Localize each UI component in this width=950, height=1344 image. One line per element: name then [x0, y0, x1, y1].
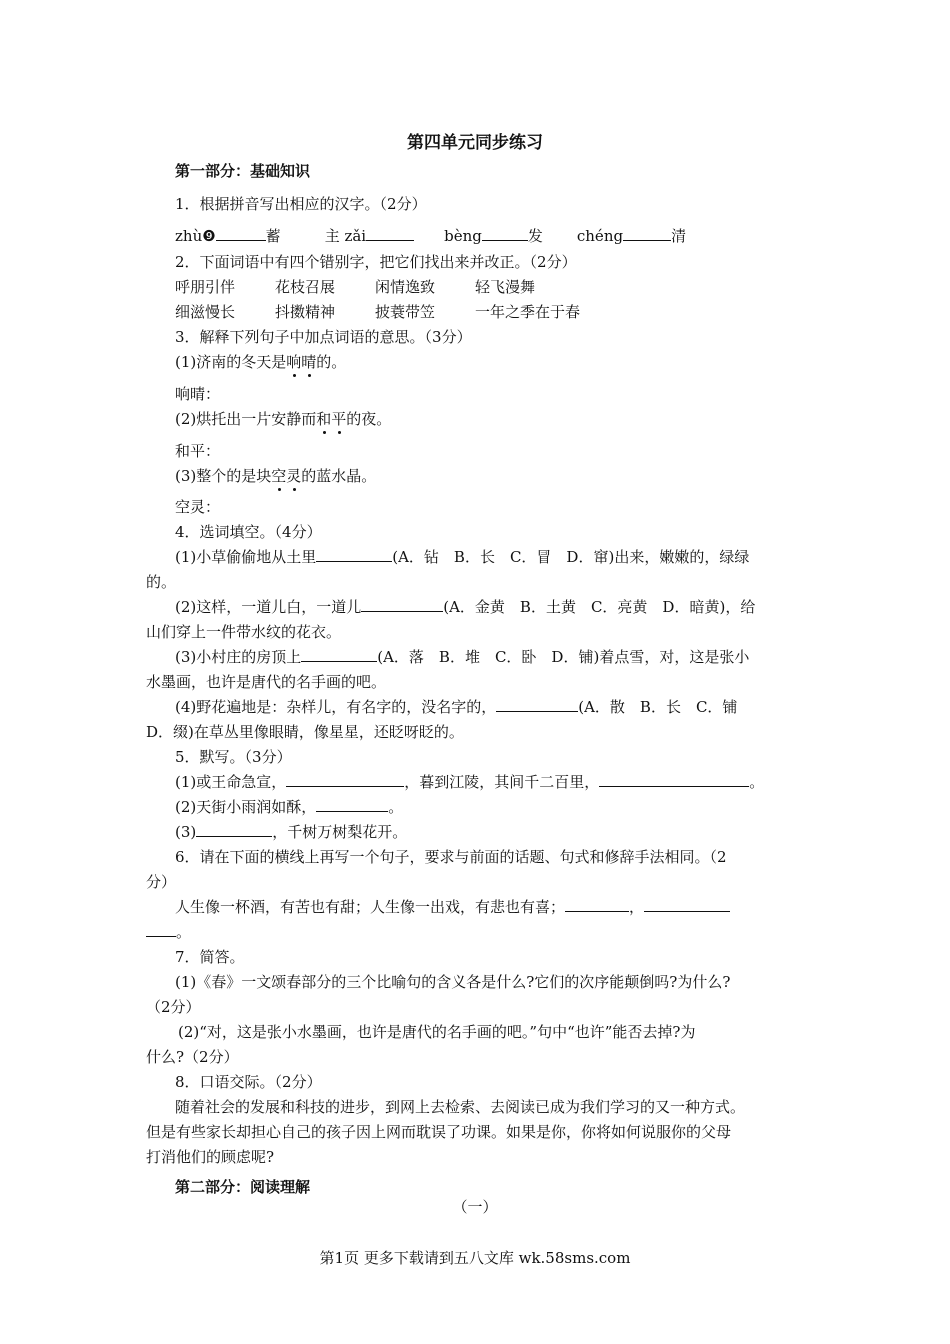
word: 闲情逸致: [375, 278, 436, 296]
answer-blank[interactable]: [644, 897, 730, 912]
answer-blank[interactable]: [366, 226, 414, 241]
question-7-sub-2: (2)“对，这是张小水墨画，也许是唐代的名手画的吧。”句中“也许”能否去掉?为: [178, 1023, 696, 1041]
word: 一年之季在于春: [475, 303, 581, 321]
question-1-items: [175, 226, 686, 246]
question-6-stem-cont: 分）: [146, 873, 177, 891]
section-heading-part2: 第二部分：阅读理解: [175, 1178, 311, 1196]
question-4-stem: 4．选词填空。（4分）: [175, 523, 322, 541]
word: 披蓑带笠: [375, 303, 436, 321]
question-5-line-1: (1)或王命急宣， ，暮到江陵，其间千二百里， 。: [175, 773, 765, 791]
answer-blank[interactable]: [196, 822, 272, 837]
dotted-char: 平: [331, 410, 347, 428]
answer-blank[interactable]: [482, 226, 528, 241]
word: 轻飞漫舞: [475, 278, 536, 296]
word: 细滋慢长: [175, 303, 236, 321]
answer-blank[interactable]: [301, 647, 377, 662]
question-7-stem: 7．简答。: [175, 948, 245, 966]
dotted-char: 灵: [286, 467, 302, 485]
pinyin-2: 主 zǎi: [324, 227, 367, 245]
question-8-line: 随着社会的发展和科技的进步，到网上去检索、去阅读已成为我们学习的又一种方式。: [175, 1098, 746, 1116]
word-row-2: [175, 302, 580, 322]
answer-blank[interactable]: [565, 897, 629, 912]
question-8-line: 打消他们的顾虑呢?: [146, 1148, 275, 1166]
question-4-line: 水墨画，也许是唐代的名手画的吧。: [146, 673, 387, 691]
page-footer: 第1页 更多下载请到五八文库 wk.58sms.com: [319, 1249, 631, 1267]
word: 呼朋引伴: [175, 278, 236, 296]
answer-blank[interactable]: [623, 226, 671, 241]
question-8-line: 但是有些家长却担心自己的孩子因上网而耽误了功课。如果是你，你将如何说服你的父母: [146, 1123, 732, 1141]
question-4-line: (1)小草偷偷地从土里 (A．钻 B．长 C．冒 D．窜)出来，嫩嫩的，绿绿: [175, 548, 750, 566]
question-3-answer-2: 和平：: [175, 442, 221, 460]
char-after-3: 发: [527, 227, 543, 245]
question-4-line: 山们穿上一件带水纹的花衣。: [146, 623, 342, 641]
answer-blank[interactable]: [599, 772, 749, 787]
question-3-sentence-2: (2)烘托出一片安静而和平的夜。: [175, 410, 392, 428]
pinyin-1: zhù❾: [175, 227, 216, 245]
question-7-sub-2-cont: 什么?（2分）: [146, 1048, 239, 1066]
dotted-char: 晴: [301, 353, 317, 371]
answer-blank[interactable]: [216, 226, 266, 241]
answer-blank[interactable]: [316, 547, 392, 562]
dotted-char: 和: [316, 410, 332, 428]
question-5-line-3: (3) ，千树万树梨花开。: [175, 823, 408, 841]
question-4-line: 的。: [146, 573, 177, 591]
question-4-line: (4)野花遍地是：杂样儿，有名字的，没名字的， (A．散 B．长 C．铺: [175, 698, 738, 716]
question-4-line: (2)这样，一道儿白，一道儿 (A．金黄 B．土黄 C．亮黄 D．暗黄)，给: [175, 598, 756, 616]
answer-blank[interactable]: [361, 597, 443, 612]
answer-blank[interactable]: [316, 797, 388, 812]
subsection-number: （一）: [452, 1198, 498, 1216]
question-3-sentence-1: (1)济南的冬天是响晴的。: [175, 353, 347, 371]
question-4-line: D．缀)在草丛里像眼睛，像星星，还眨呀眨的。: [146, 723, 464, 741]
question-3-stem: 3．解释下列句子中加点词语的意思。（3分）: [175, 328, 472, 346]
char-after-1: 蓄: [265, 227, 281, 245]
section-heading-part1: 第一部分：基础知识: [175, 162, 311, 180]
dotted-char: 响: [286, 353, 302, 371]
pinyin-3: bèng: [444, 227, 482, 245]
answer-blank[interactable]: [496, 697, 578, 712]
pinyin-4: chéng: [576, 227, 624, 245]
question-4-line: (3)小村庄的房顶上 (A．落 B．堆 C．卧 D．铺)着点雪，对，这是张小: [175, 648, 750, 666]
question-7-sub-1: (1)《春》一文颂春部分的三个比喻句的含义各是什么?它们的次序能颠倒吗?为什么?: [175, 973, 731, 991]
char-after-4: 清: [671, 227, 687, 245]
question-5-line-2: (2)天街小雨润如酥， 。: [175, 798, 404, 816]
question-3-answer-1: 响晴：: [175, 385, 221, 403]
word: 抖擞精神: [275, 303, 336, 321]
question-6-line-end: 。: [146, 922, 191, 942]
question-1-stem: 1．根据拼音写出相应的汉字。（2分）: [175, 195, 427, 213]
question-3-sentence-3: (3)整个的是块空灵的蓝水晶。: [175, 467, 377, 485]
word-row-1: [175, 277, 535, 297]
question-8-stem: 8．口语交际。（2分）: [175, 1073, 322, 1091]
word: 花枝召展: [275, 278, 336, 296]
answer-blank[interactable]: [286, 772, 404, 787]
question-7-sub-1-cont: （2分）: [146, 998, 201, 1016]
answer-blank[interactable]: [146, 922, 176, 937]
question-6-line: 人生像一杯酒，有苦也有甜；人生像一出戏，有悲也有喜； ，: [175, 897, 730, 917]
question-3-answer-3: 空灵：: [175, 498, 221, 516]
question-2-stem: 2．下面词语中有四个错别字，把它们找出来并改正。（2分）: [175, 253, 577, 271]
question-5-stem: 5．默写。（3分）: [175, 748, 292, 766]
question-6-stem: 6．请在下面的横线上再写一个句子，要求与前面的话题、句式和修辞手法相同。（2: [175, 848, 727, 866]
page-title: 第四单元同步练习: [407, 133, 543, 153]
dotted-char: 空: [271, 467, 287, 485]
